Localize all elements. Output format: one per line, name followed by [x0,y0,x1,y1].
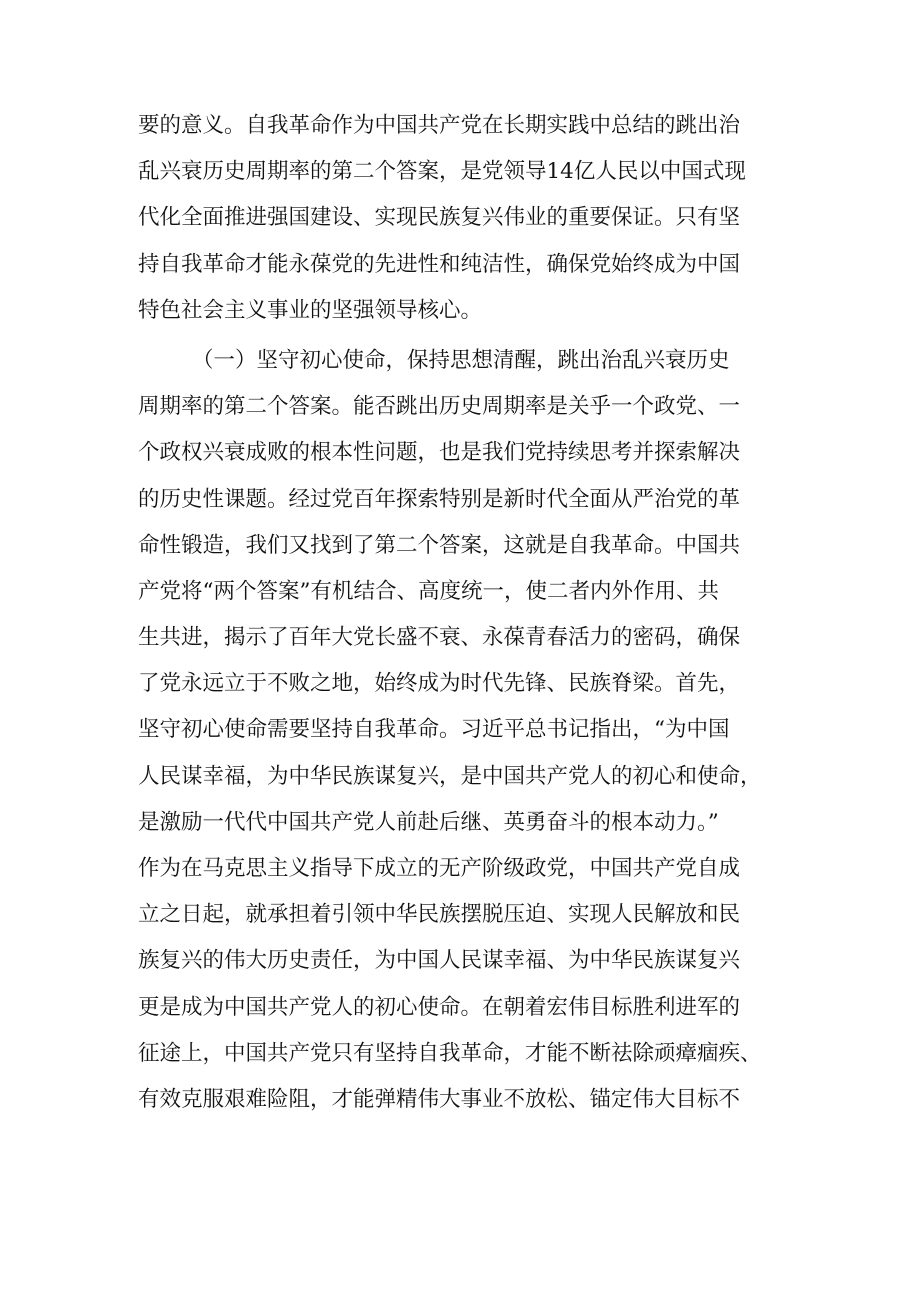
text-line: 特色社会主义事业的坚强领导核心。 [138,297,483,323]
text-line: 族复兴的伟大历史责任，为中国人民谋幸福、为中华民族谋复兴 [138,948,741,974]
text-line: 人民谋幸福，为中华民族谋复兴，是中国共产党人的初心和使命， [138,763,762,789]
body-text [138,103,788,1123]
text-line: 是激励一代代中国共产党人前赴后继、英勇奋斗的根本动力。” [138,809,719,835]
text-line: 更是成为中国共产党人的初心使命。在朝着宏伟目标胜利进军的 [138,994,741,1020]
text-line: 有效克服艰难险阻，才能弹精伟大事业不放松、锚定伟大目标不 [138,1086,741,1112]
text-line: 的历史性课题。经过党百年探索特别是新时代全面从严治党的革 [138,486,741,512]
text-line: 命性锻造，我们又找到了第二个答案，这就是自我革命。中国共 [138,532,741,558]
text-line: 要的意义。自我革命作为中国共产党在长期实践中总结的跳出治 [138,113,741,138]
text-line: 持自我革命才能永葆党的先进性和纯洁性，确保党始终成为中国 [138,251,741,277]
text-line: （一）坚守初心使命，保持思想清醒，跳出治乱兴衰历史 [192,347,730,373]
text-line: 作为在马克思主义指导下成立的无产阶级政党，中国共产党自成 [138,856,741,881]
text-line: 了党永远立于不败之地，始终成为时代先锋、民族脊梁。首先， [138,671,741,697]
text-line: 征途上，中国共产党只有坚持自我革命，才能不断祛除顽瘴痼疾、 [138,1040,762,1066]
text-line: 代化全面推进强国建设、实现民族复兴伟业的重要保证。只有坚 [138,205,741,231]
paragraph-1 [138,103,788,334]
text-line: 乱兴衰历史周期率的第二个答案，是党领导14亿人民以中国式现 [138,159,746,185]
paragraph-2 [138,338,788,1123]
text-line: 个政权兴衰成败的根本性问题，也是我们党持续思考并探索解决 [138,440,741,466]
text-line: 立之日起，就承担着引领中华民族摆脱压迫、实现人民解放和民 [138,902,741,928]
text-line: 坚守初心使命需要坚持自我革命。习近平总书记指出，“为中国 [138,717,730,743]
text-line: 生共进，揭示了百年大党长盛不衰、永葆青春活力的密码，确保 [138,625,741,651]
text-line: 产党将“两个答案”有机结合、高度统一，使二者内外作用、共 [138,578,719,604]
text-line: 周期率的第二个答案。能否跳出历史周期率是关乎一个政党、一 [138,394,741,420]
